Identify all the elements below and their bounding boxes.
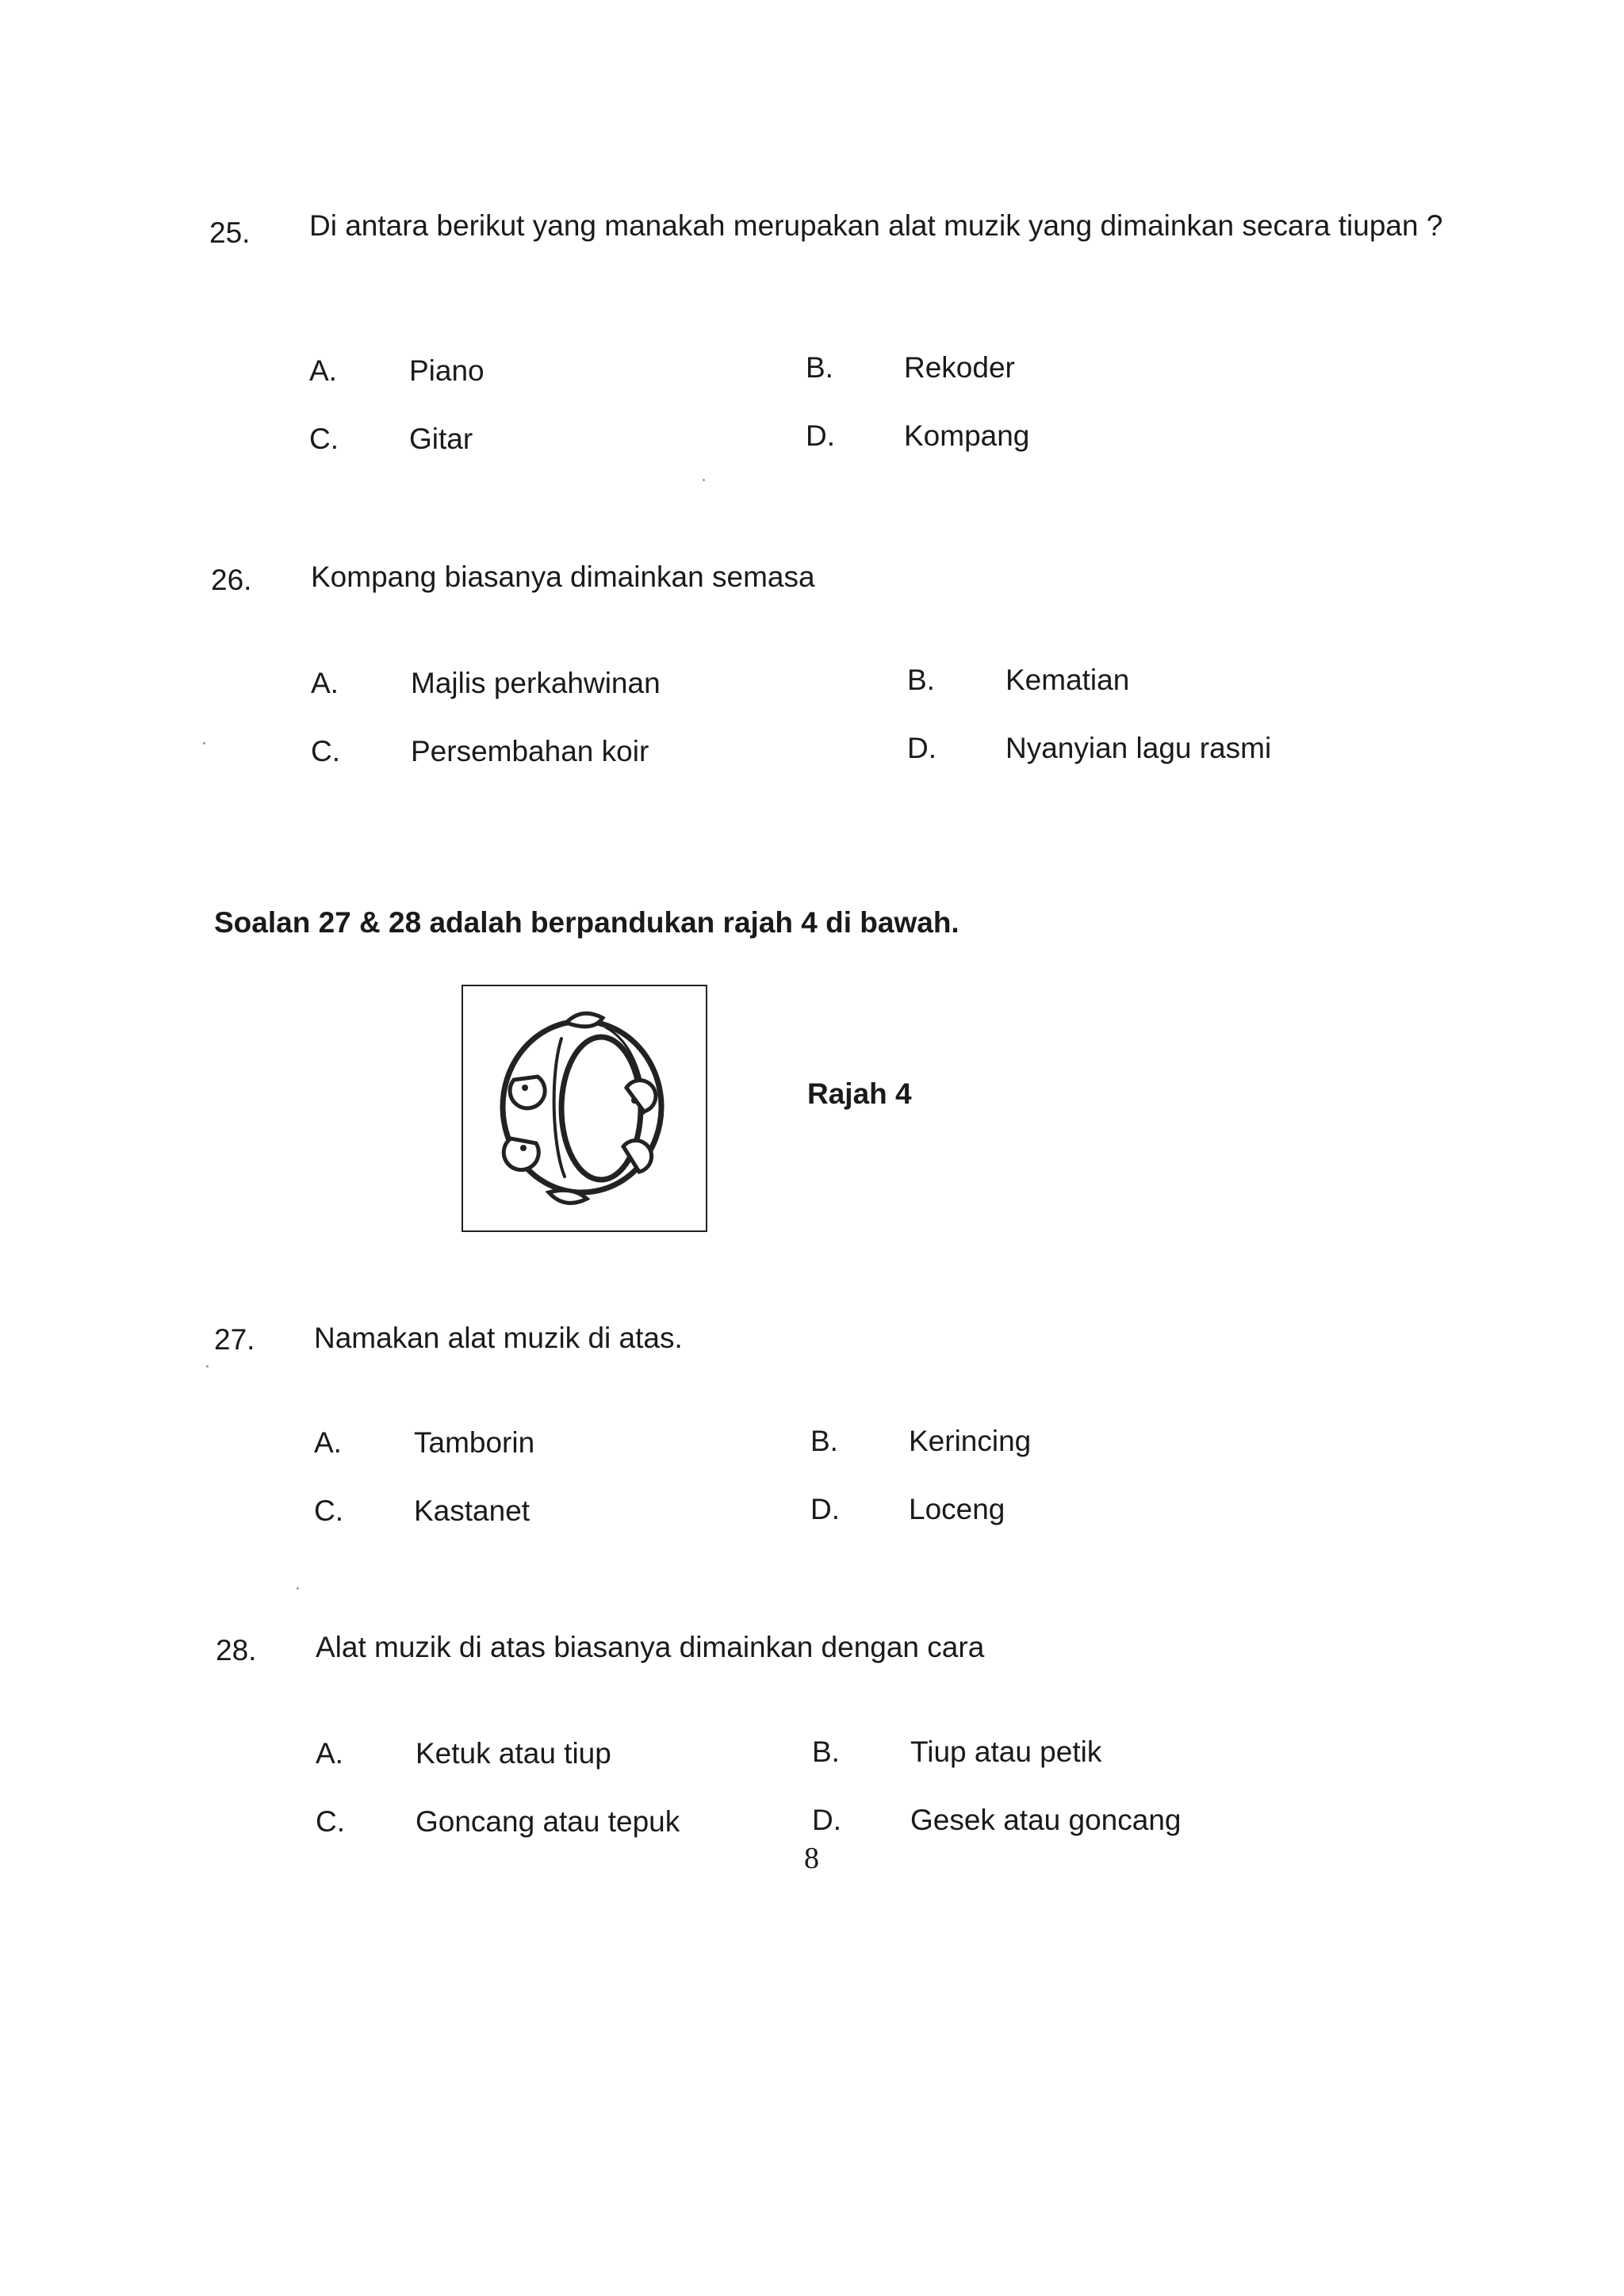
q26-option-c-letter: C. xyxy=(311,735,340,767)
q26-option-a-text: Majlis perkahwinan xyxy=(411,667,661,699)
q25-option-b-letter: B. xyxy=(806,351,833,384)
q28-option-d-text: Gesek atau goncang xyxy=(910,1804,1182,1836)
q26-option-c-text: Persembahan koir xyxy=(411,735,649,767)
q25-option-c-text: Gitar xyxy=(409,423,473,455)
figure-frame xyxy=(462,985,707,1232)
scan-speck xyxy=(703,479,705,481)
q25-option-d-letter: D. xyxy=(806,419,835,452)
q25-option-d-text: Kompang xyxy=(904,419,1030,452)
question-25-text: Di antara berikut yang manakah merupakan alat muzik yang dimainkan secara tiupan ? xyxy=(309,209,1443,242)
q25-option-a-text: Piano xyxy=(409,354,485,387)
q28-option-c-text: Goncang atau tepuk xyxy=(416,1805,680,1838)
question-25-number: 25. xyxy=(209,216,251,249)
question-27-text: Namakan alat muzik di atas. xyxy=(314,1322,683,1354)
question-26-number: 26. xyxy=(211,564,252,596)
q27-option-d-text: Loceng xyxy=(909,1493,1005,1525)
tambourine-icon xyxy=(463,986,706,1230)
q28-option-c-letter: C. xyxy=(316,1805,345,1838)
q25-option-b-text: Rekoder xyxy=(904,351,1015,384)
scan-speck xyxy=(203,742,205,744)
q27-option-b-letter: B. xyxy=(810,1425,838,1457)
q28-option-a-text: Ketuk atau tiup xyxy=(416,1737,611,1770)
question-27-number: 27. xyxy=(214,1323,255,1356)
q25-option-c-letter: C. xyxy=(309,423,339,455)
q26-option-a-letter: A. xyxy=(311,667,339,699)
question-28-number: 28. xyxy=(216,1634,257,1667)
page-number: 8 xyxy=(804,1842,819,1875)
q28-option-a-letter: A. xyxy=(316,1737,343,1770)
q28-option-d-letter: D. xyxy=(812,1804,841,1836)
q28-option-b-letter: B. xyxy=(812,1735,840,1768)
q27-option-d-letter: D. xyxy=(810,1493,840,1525)
q25-option-a-letter: A. xyxy=(309,354,337,387)
q26-option-d-text: Nyanyian lagu rasmi xyxy=(1005,732,1272,764)
figure-label: Rajah 4 xyxy=(807,1077,912,1110)
q27-option-c-letter: C. xyxy=(314,1494,343,1527)
q27-option-a-letter: A. xyxy=(314,1426,342,1459)
q27-option-c-text: Kastanet xyxy=(414,1494,530,1527)
question-28-text: Alat muzik di atas biasanya dimainkan dengan cara xyxy=(316,1631,985,1663)
q28-option-b-text: Tiup atau petik xyxy=(910,1735,1102,1768)
q27-option-b-text: Kerincing xyxy=(909,1425,1032,1457)
q26-option-b-letter: B. xyxy=(907,664,935,696)
scan-speck xyxy=(297,1587,299,1590)
q26-option-b-text: Kematian xyxy=(1005,664,1130,696)
question-26-text: Kompang biasanya dimainkan semasa xyxy=(311,561,815,593)
q26-option-d-letter: D. xyxy=(907,732,936,764)
scan-speck xyxy=(206,1365,209,1368)
q27-option-a-text: Tamborin xyxy=(414,1426,535,1459)
instruction-text: Soalan 27 & 28 adalah berpandukan rajah 4 di bawah. xyxy=(214,906,959,939)
